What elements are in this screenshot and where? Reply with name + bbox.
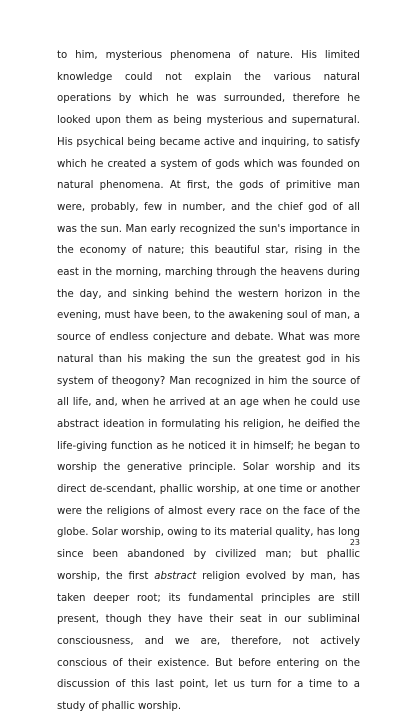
emphasized-word: abstract — [154, 570, 197, 582]
paragraph-text-end: religion evolved by man, has taken deeper root; its fundamental principles are still present, though they have their seat in our subliminal consciousness, and we are, therefore, not actively conscious of their existence. But before entering on the discussion of this last point, let us turn for a time to a study of phallic worship. — [57, 570, 360, 713]
paragraph-text-start: to him, mysterious phenomena of nature. His limited knowledge could not explain the various natural operations by which he was surrounded, therefore he looked upon them as being mysterious and supernatural. His psychical being became active and inquiring, to satisfy which he created a system of gods which was founded on natural phenomena. At first, the gods of primitive man were, probably, few in number, and the chief god of all was the sun. Man early recognized the sun's importance in the economy of nature; this beautiful star, rising in the east in the morning, marching through the heavens during the day, and sinking behind the western horizon in the evening, must have been, to the awakening soul of man, a source of endless conjecture and debate. What was more natural than his making the sun the greatest god in his system of theogony? Man recognized in him the source of all life, and, when he arrived at an age when he could use abstract ideation in formulating his religion, he deified the life-giving function as he noticed it in himself; he began to worship the generative principle. Solar worship and its direct de-scendant, phallic worship, at one time or another were the religions of almost every race on the face of the globe. Solar worship, owing to its material quality, has long since been abandoned by civilized man; but phallic worship, the first — [57, 50, 360, 582]
page-number: 23 — [349, 538, 360, 547]
body-paragraph — [57, 45, 360, 718]
